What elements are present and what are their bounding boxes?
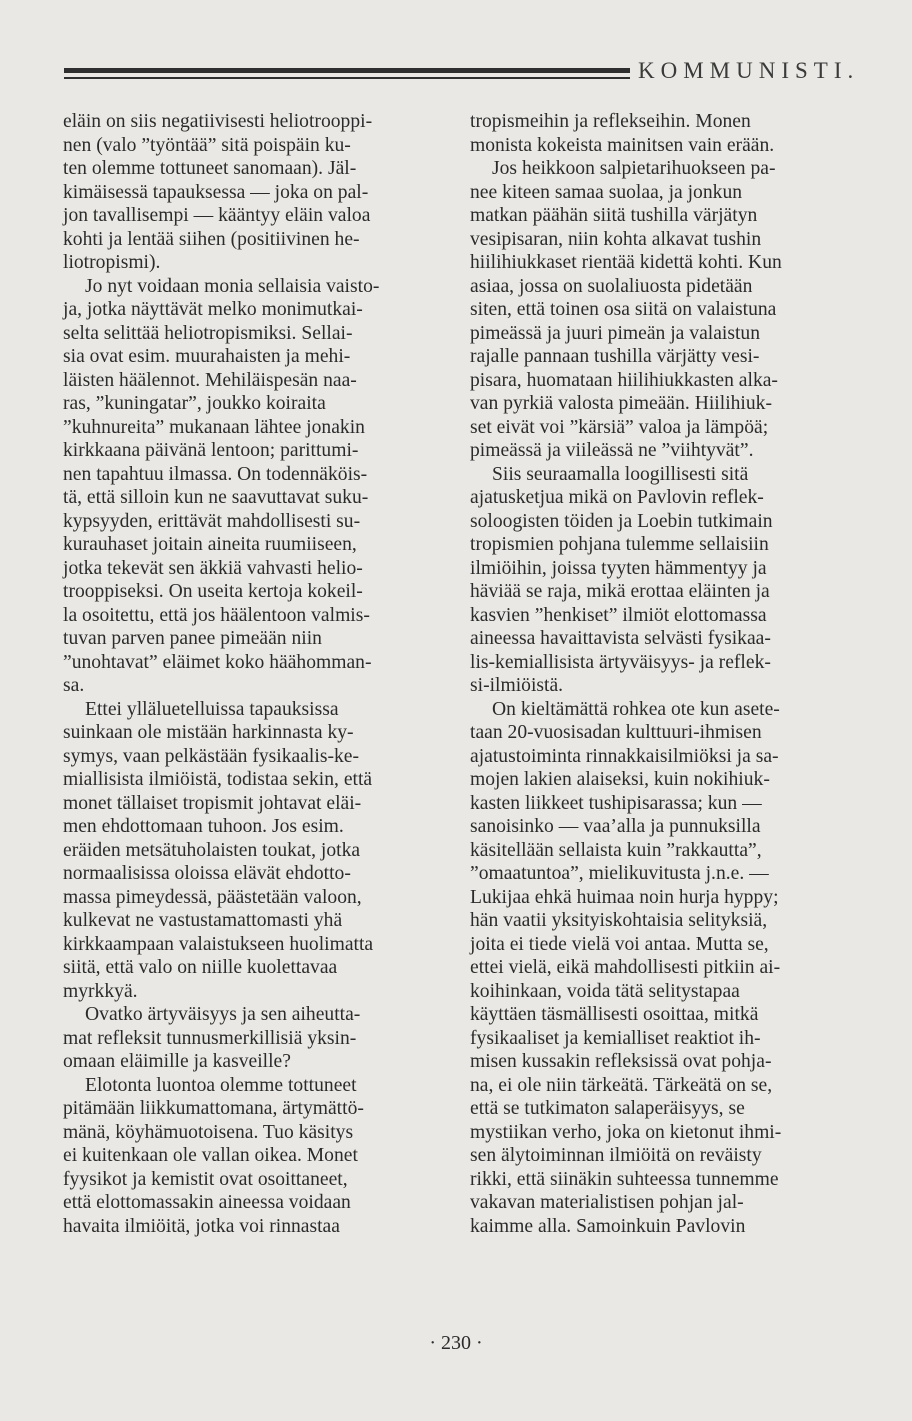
page-number: · 230 · [429,1332,483,1354]
right-paragraph-4: On kieltämättä rohkea ote kun asete- taan 20-vuosisadan kulttuuri-ihmisen ajatustoiminta rinnakkaisilmiöksi ja sa- mojen lakien alaiseksi, kuin nokihiuk- kasten liikkeet tushipisarassa; kun — sanoisinko — vaa’alla ja punnuksilla käsitellään sellaista kuin ”rakkautta”, ”omaatuntoa”, mielikuvitusta j.n.e. — Lukijaa ehkä huimaa noin hurja hyppy; hän vaatii yksityiskohtaisia selityksiä, joita ei tiede vielä voi antaa. Mutta se, ettei vielä, eikä mahdollisesti pitkiin ai- koihinkaan, voida tätä selitystapaa käyttäen täsmällisesti osoittaa, mitkä fysikaaliset ja kemialliset reaktiot ih- misen kussakin refleksissä ovat pohja- na, ei ole niin tärkeätä. Tärkeätä on se, että se tutkimaton salaperäisyys, se mystiikan verho, joka on kietonut ihmi- sen älytoiminnan ilmiöitä on reväisty rikki, että siinäkin suhteessa tunnemme vakavan materialistisen pohjan jal- kaimme alla. Samoinkuin Pavlovin [470,698,782,1237]
left-paragraph-1: eläin on siis negatiivisesti heliotrooppi- nen (valo ”työntää” sitä poispäin ku- ten olemme tottuneet sanomaan). Jäl- kimäisessä tapauksessa — joka on pal- jon tavallisempi — kääntyy eläin valoa kohti ja lentää siihen (positiivinen he- liotropismi). [63,111,373,273]
header-rule-thin [64,77,630,79]
left-paragraph-5: Elotonta luontoa olemme tottuneet pitämään liikkumattomana, ärtymättö- mänä, köyhämuotoisena. Tuo käsitys ei kuitenkaan ole vallan oikea. Monet fyysikot ja kemistit ovat osoittaneet, että elottomassakin aineessa voidaan havaita ilmiöitä, jotka voi rinnastaa [63,1074,364,1237]
right-paragraph-3: Siis seuraamalla loogillisesti sitä ajatusketjua mikä on Pavlovin reflek- soloogisten töiden ja Loebin tutkimain tropismien pohjana tulemme sellaisiin ilmiöihin, joissa tyyten hämmentyy ja häviää se raja, mikä erottaa eläinten ja kasvien ”henkiset” ilmiöt elottomassa aineessa havaittavista selvästi fysikaa- lis-kemiallisista ärtyväisyys- ja reflek- si-ilmiöistä. [470,463,773,696]
left-paragraph-4: Ovatko ärtyväisyys ja sen aiheutta- mat refleksit tunnusmerkillisiä yksin- omaan eläimille ja kasveille? [63,1004,361,1072]
right-paragraph-1: tropismeihin ja reflekseihin. Monen monista kokeista mainitsen vain erään. [470,111,775,156]
left-column [63,110,441,1238]
right-column [470,110,848,1238]
header-rule-thick [64,68,630,73]
journal-title: KOMMUNISTI. [638,58,860,83]
running-header [64,58,860,90]
right-paragraph-2: Jos heikkoon salpietarihuokseen pa- nee kiteen samaa suolaa, ja jonkun matkan päähän siitä tushilla värjätyn vesipisaran, niin kohta alkavat tushin hiilihiukkaset rientää kidettä kohti. Kun asiaa, jossa on suolaliuosta pidetään siten, että toinen osa siitä on valaistuna pimeässä ja juuri pimeän ja valaistun rajalle pannaan tushilla värjätty vesi- pisara, huomataan hiilihiukkasten alka- van pyrkiä valosta pimeään. Hiilihiuk- set eivät voi ”kärsiä” valoa ja lämpöä; pimeässä ja viileässä ne ”viihtyvät”. [470,158,782,461]
left-paragraph-3: Ettei ylläluetelluissa tapauksissa suinkaan ole mistään harkinnasta ky- symys, vaan pelkästään fysikaalis-ke- miallisista ilmiöistä, todistaa sekin, että monet tällaiset tropismit johtavat eläi- men ehdottomaan tuhoon. Jos esim. eräiden metsätuholaisten toukat, jotka normaalisissa oloissa elävät ehdotto- massa pimeydessä, päästetään valoon, kulkevat ne vastustamattomasti yhä kirkkaampaan valaistukseen huolimatta siitä, että valo on niille kuolettavaa myrkkyä. [63,698,374,1002]
left-paragraph-2: Jo nyt voidaan monia sellaisia vaisto- ja, jotka näyttävät melko monimutkai- selta selittää heliotropismiksi. Sellai- sia ovat esim. muurahaisten ja mehi- läisten häälennot. Mehiläispesän naa- ras, ”kuningatar”, joukko koiraita ”kuhnureita” mukanaan lähtee jonakin kirkkaana päivänä lentoon; parittumi- nen tapahtuu ilmassa. On todennäköis- tä, että silloin kun ne saavuttavat suku- kypsyyden, erittävät mahdollisesti su- kurauhaset joitain aineita ruumiiseen, jotka tekevät sen äkkiä vahvasti helio- trooppiseksi. On useita kertoja kokeil- la osoitettu, että jos häälentoon valmis- tuvan parven panee pimeään niin ”unohtavat” eläimet koko häähomman- sa. [63,275,380,696]
